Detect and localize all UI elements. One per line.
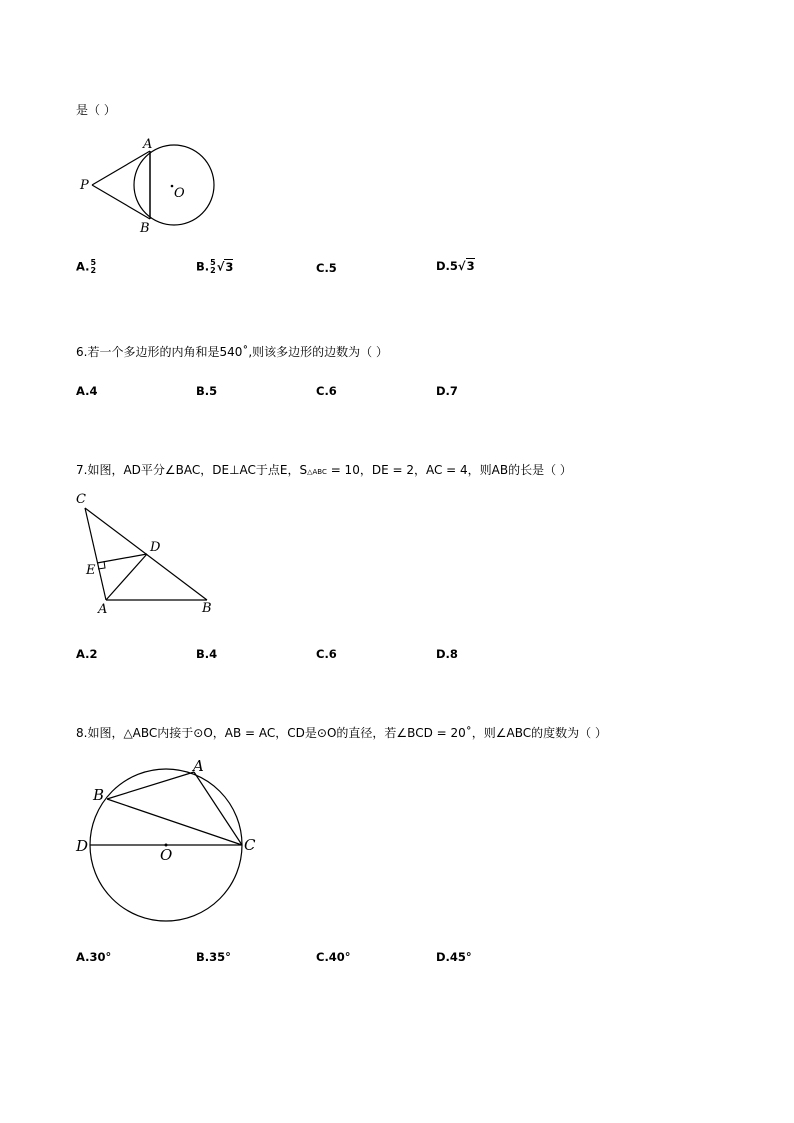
q8-option-d[interactable]: D.45° bbox=[436, 950, 472, 964]
q5-option-d-sqrt-icon: √ bbox=[457, 259, 466, 273]
q7-label-c: C bbox=[76, 492, 86, 507]
q7-option-b[interactable]: B.4 bbox=[196, 647, 218, 661]
q5-option-b-prefix: B. bbox=[196, 259, 210, 274]
q5-option-a-fraction: 5 2 bbox=[90, 258, 97, 275]
q5-option-b-sqrt-icon: √ bbox=[216, 259, 225, 274]
q7-label-d: D bbox=[150, 540, 161, 555]
q7-stem-part1: 7.如图，AD平分∠BAC，DE⊥AC于点E，S bbox=[76, 463, 308, 477]
q5-label-a: A bbox=[143, 137, 153, 152]
q6-option-c[interactable]: C.6 bbox=[316, 384, 337, 398]
q8-label-c: C bbox=[244, 836, 256, 854]
q6-option-a[interactable]: A.4 bbox=[76, 384, 98, 398]
q7-option-d[interactable]: D.8 bbox=[436, 647, 458, 661]
q8-label-b: B bbox=[93, 786, 105, 804]
q7-stem-part2: = 10，DE = 2，AC = 4，则AB的长是（ ） bbox=[326, 463, 572, 477]
q7-label-a: A bbox=[98, 602, 108, 617]
q5-option-a-prefix: A. bbox=[76, 259, 90, 274]
q6-stem: 6.若一个多边形的内角和是540˚,则该多边形的边数为（ ） bbox=[76, 345, 388, 359]
q5-label-b: B bbox=[140, 221, 150, 236]
q5-stem-tail: 是（ ） bbox=[76, 103, 116, 117]
q7-label-e: E bbox=[86, 563, 96, 578]
q7-option-c[interactable]: C.6 bbox=[316, 647, 337, 661]
q7-option-a[interactable]: A.2 bbox=[76, 647, 98, 661]
q5-option-d-prefix: D.5 bbox=[436, 259, 458, 273]
q5-option-b-fraction: 5 2 bbox=[210, 258, 216, 275]
q8-label-o: O bbox=[160, 846, 173, 864]
q6-option-b[interactable]: B.5 bbox=[196, 384, 218, 398]
q7-stem-subscript: △ABC bbox=[307, 468, 327, 476]
q5-label-p: P bbox=[80, 178, 89, 193]
q5-option-d-radicand: 3 bbox=[466, 259, 475, 273]
q6-option-d[interactable]: D.7 bbox=[436, 384, 458, 398]
q5-option-c[interactable]: C.5 bbox=[316, 261, 337, 275]
q8-stem: 8.如图，△ABC内接于⊙O，AB = AC，CD是⊙O的直径，若∠BCD = 20˚，则∠ABC的度数为（ ） bbox=[76, 726, 607, 740]
q8-label-a: A bbox=[193, 757, 204, 775]
q7-label-b: B bbox=[202, 601, 212, 616]
q5-option-b-radicand: 3 bbox=[225, 259, 234, 274]
q8-option-b[interactable]: B.35° bbox=[196, 950, 231, 964]
q5-label-o: O bbox=[174, 186, 185, 201]
q8-option-c[interactable]: C.40° bbox=[316, 950, 351, 964]
q8-label-d: D bbox=[76, 837, 89, 855]
q8-option-a[interactable]: A.30° bbox=[76, 950, 112, 964]
